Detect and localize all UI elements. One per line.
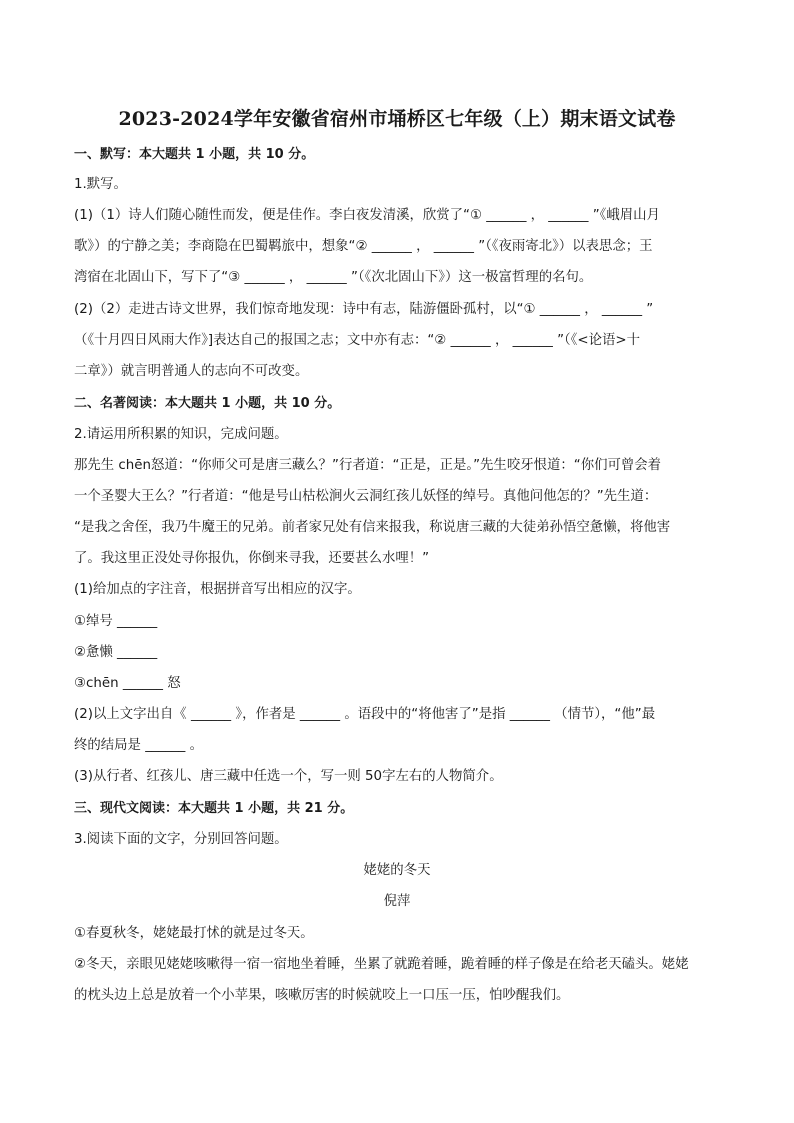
question-1-part1-line1: (1)（1）诗人们随心随性而发，便是佳作。李白夜发清溪，欣赏了“① ______ ， ______ ”《峨眉山月 bbox=[74, 208, 660, 223]
passage-line-4: 了。我这里正没处寻你报仇，你倒来寻我，还要甚么水哩！” bbox=[74, 551, 430, 566]
question-2-part2-line1: (2)以上文字出自《 ______ 》，作者是 ______ 。语段中的“将他害了”是指 ______ （情节），“他”最 bbox=[74, 707, 656, 722]
article-paragraph-1: ①春夏秋冬，姥姥最打怵的就是过冬天。 bbox=[74, 926, 314, 941]
article-author: 倪萍 bbox=[383, 894, 411, 909]
question-1-part1-line2: 歌》）的宁静之美；李商隐在巴蜀羁旅中，想象“② ______ ， ______ ”（《夜雨寄北》）以表思念；王 bbox=[74, 239, 653, 254]
question-1-part2-line1: (2)（2）走进古诗文世界，我们惊奇地发现：诗中有志，陆游僵卧孤村，以“① ______ ， ______ ” bbox=[74, 302, 654, 317]
article-paragraph-2-line1: ②冬天，亲眼见姥姥咳嗽得一宿一宿地坐着睡，坐累了就跪着睡，跪着睡的样子像是在给老天磕头。姥姥 bbox=[74, 957, 689, 972]
question-1-part2-line2: （《十月四日风雨大作》]表达自己的报国之志；文中亦有志：“② ______ ， ______ ”（《<论语>十 bbox=[74, 333, 641, 348]
exam-title: 2023-2024学年安徽省宿州市埇桥区七年级（上）期末语文试卷 bbox=[118, 108, 676, 130]
passage-line-2: 一个圣婴大王么？”行者道：“他是号山枯松涧火云洞红孩儿妖怪的绰号。真他问他怎的？”先生道： bbox=[74, 489, 658, 504]
question-1-part1-line3: 湾宿在北固山下，写下了“③ ______ ， ______ ”（《次北固山下》）这一极富哲理的名句。 bbox=[74, 270, 593, 285]
question-2-part1: (1)给加点的字注音，根据拼音写出相应的汉字。 bbox=[74, 582, 361, 597]
question-2-part3: (3)从行者、红孩儿、唐三藏中任选一个，写一则 50字左右的人物简介。 bbox=[74, 769, 503, 784]
question-2-part1-item1: ①绰号 ______ bbox=[74, 614, 158, 629]
passage-line-3: “是我之舍侄，我乃牛魔王的兄弟。前者家兄处有信来报我，称说唐三藏的大徒弟孙悟空惫懒，将他害 bbox=[74, 520, 671, 535]
question-1-stem: 1.默写。 bbox=[74, 177, 127, 192]
question-1-part2-line3: 二章》）就言明普通人的志向不可改变。 bbox=[74, 364, 309, 379]
question-2-part1-item2: ②惫懒 ______ bbox=[74, 645, 158, 660]
section-heading-2: 二、名著阅读：本大题共 1 小题，共 10 分。 bbox=[74, 396, 341, 411]
passage-line-1: 那先生 chēn怒道：“你师父可是唐三藏么？”行者道：“正是，正是。”先生咬牙恨道：“你们可曾会着 bbox=[74, 458, 662, 473]
article-title: 姥姥的冬天 bbox=[363, 863, 431, 878]
article-paragraph-2-line2: 的枕头边上总是放着一个小苹果，咳嗽厉害的时候就咬上一口压一压，怕吵醒我们。 bbox=[74, 988, 570, 1003]
question-2-stem: 2.请运用所积累的知识，完成问题。 bbox=[74, 427, 288, 442]
question-2-part2-line2: 终的结局是 ______ 。 bbox=[74, 738, 204, 753]
question-3-stem: 3.阅读下面的文字，分别回答问题。 bbox=[74, 832, 288, 847]
question-2-part1-item3: ③chēn ______ 怒 bbox=[74, 676, 181, 691]
section-heading-1: 一、默写：本大题共 1 小题，共 10 分。 bbox=[74, 147, 315, 162]
section-heading-3: 三、现代文阅读：本大题共 1 小题，共 21 分。 bbox=[74, 801, 354, 816]
